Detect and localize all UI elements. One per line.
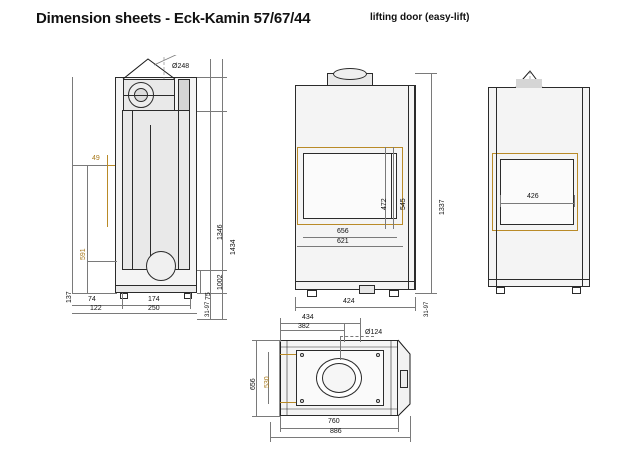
dim-1434: 1434 — [230, 239, 237, 255]
dim-1337: 1337 — [439, 199, 446, 215]
dim-434: 434 — [302, 314, 314, 321]
dim-250: 250 — [148, 305, 160, 312]
dim-174: 174 — [148, 296, 160, 303]
side-section-view — [60, 55, 270, 317]
dim-d124: Ø124 — [365, 329, 383, 336]
dim-floor-3197-front: 31-97 — [424, 301, 430, 317]
plan-top-view — [240, 314, 440, 448]
dim-886: 886 — [330, 428, 342, 435]
right-side-view — [480, 55, 610, 305]
dim-656: 656 — [250, 378, 257, 390]
dim-1346: 1346 — [217, 224, 224, 240]
dim-656: 656 — [337, 228, 349, 235]
dim-74: 74 — [88, 296, 96, 303]
dim-382: 382 — [298, 323, 310, 330]
dim-49: 49 — [92, 155, 100, 162]
dim-424: 424 — [343, 298, 355, 305]
dim-426: 426 — [527, 193, 539, 200]
front-view — [285, 55, 446, 317]
dim-530: 530 — [264, 376, 271, 388]
page-subtitle: lifting door (easy-lift) — [370, 12, 470, 23]
dim-137: 137 — [66, 291, 73, 303]
dim-122: 122 — [90, 305, 102, 312]
dim-75: 75 — [205, 292, 212, 300]
dim-621: 621 — [337, 238, 349, 245]
dim-1002: 1002 — [217, 274, 224, 290]
page-title: Dimension sheets - Eck-Kamin 57/67/44 — [36, 10, 311, 27]
dim-flue-dia: Ø248 — [172, 63, 190, 70]
dim-545: 545 — [400, 198, 407, 210]
dim-760: 760 — [328, 418, 340, 425]
dim-472: 472 — [381, 198, 388, 210]
dim-591: 591 — [80, 248, 87, 260]
dim-floor-3197-side: 31-97 — [205, 301, 211, 317]
